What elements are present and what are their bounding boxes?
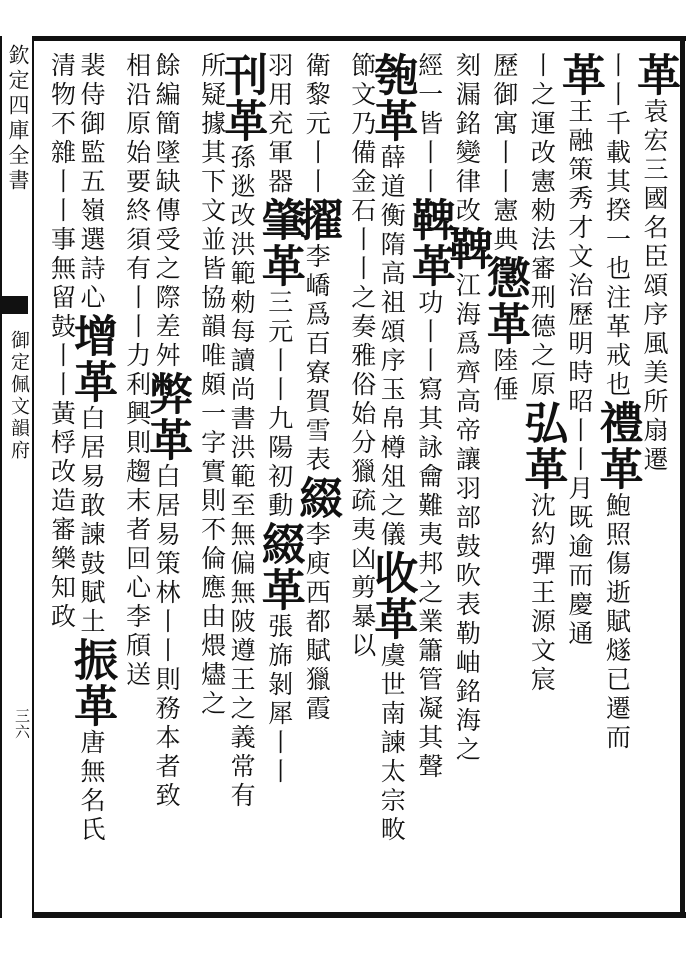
entry-text: 審樂知政 (47, 516, 77, 632)
headword: 革 (553, 52, 605, 98)
headword: 肇革 (253, 197, 305, 289)
entry-text: 丨之運改憲勑法審刑德之原 (527, 52, 557, 400)
entry-text: 薛道衡隋高祖頌序玉帛樽俎之儀 (377, 144, 407, 550)
text-column (115, 52, 151, 912)
text-column (628, 52, 680, 912)
margin-outer-line (0, 36, 2, 918)
headword: 懲革 (478, 255, 530, 347)
headword: 綴革 (253, 521, 305, 613)
entry-text: 相沿原始要終須有丨丨 (122, 52, 152, 342)
entry-text: 江海爲齊高帝讓羽部鼓吹表勒岫銘海之 (452, 272, 482, 765)
headword: 綴 (291, 475, 343, 521)
entry-text: 節文乃備金石丨丨之奏雅俗始分 (347, 52, 377, 458)
headword: 鞞革 (403, 197, 455, 289)
text-column (216, 52, 268, 912)
headword: 弘革 (516, 400, 568, 492)
entry-text: 白居易策林丨丨則務本者致 (152, 463, 182, 811)
text-column (441, 52, 493, 912)
text-column (141, 52, 193, 912)
entry-text: 獵疏夷凶剪暴以 (347, 458, 377, 661)
headword: 禮革 (591, 400, 643, 492)
entry-text: 歷御寓丨丨憲典 (489, 52, 519, 255)
entry-text: 鼓丨丨黃桴改造 (47, 313, 77, 516)
entry-text: 餘編簡墜缺傳受之際差舛 (152, 52, 182, 371)
entry-text: 袁宏三國名臣頌序風美所扇 (639, 98, 669, 446)
text-column (40, 52, 76, 912)
text-column (66, 52, 118, 912)
text-column (253, 52, 305, 912)
entry-text: 功丨丨寫其詠龠難夷邦之業簫管凝其聲 (414, 289, 444, 782)
headword: 弊革 (141, 371, 193, 463)
text-column (403, 52, 455, 912)
entry-text: 羽用充軍器 (264, 52, 294, 197)
headword: 振革 (66, 637, 118, 729)
entry-text: 三元丨丨九陽初動 (264, 289, 294, 521)
entry-text: 李庾西都賦獵霞 (302, 521, 332, 724)
entry-text: 所疑據其下文並皆協韻唯頗一字實則不倫應由煨燼之 (197, 52, 227, 719)
margin-collection-title: 御定佩文韻府 (8, 330, 30, 462)
text-column (516, 52, 568, 912)
entry-text: 唐無名氏 (77, 729, 107, 845)
entry-text: 清物不雜丨丨事無留 (47, 52, 77, 313)
entry-text: 刻漏銘變律改 (452, 52, 482, 226)
entry-text: 衛黎元丨丨 (302, 52, 332, 197)
margin-divider-line (32, 36, 34, 918)
headword: 收革 (366, 550, 418, 642)
right-border (680, 36, 685, 918)
entry-text: 李嶠爲百寮賀雪表 (302, 243, 332, 475)
headword: 刊革 (216, 52, 268, 144)
entry-text: 遷 (639, 446, 669, 475)
entry-text: 虞世南諫太宗畋 (377, 642, 407, 845)
margin-book-title: 欽定四庫全書 (6, 44, 30, 194)
text-column (291, 52, 343, 912)
entry-text: 王融策秀才文治歷明時昭丨 (564, 98, 594, 446)
text-column (553, 52, 605, 912)
text-column (366, 52, 418, 912)
top-border (32, 36, 686, 41)
text-column (340, 52, 376, 912)
entry-text: 陸倕 (489, 347, 519, 405)
folio-number: 三六 (13, 708, 31, 740)
entry-text: 沈約彈王源文宸 (527, 492, 557, 695)
entry-text: 力利興則趨末者回心李頎送 (122, 342, 152, 690)
entry-text: 裴侍御監五嶺選詩心 (77, 52, 107, 313)
text-column (190, 52, 226, 912)
text-column (478, 52, 530, 912)
entry-text: 孫逖改洪範勑每讀尚書洪範至無偏無陂遵王之義常有 (227, 144, 257, 811)
entry-text: 丨丨千載其揆一也注革戒也 (602, 52, 632, 400)
headword: 增革 (66, 313, 118, 405)
entry-text: 經一皆丨丨 (414, 52, 444, 197)
margin-fishtail-mark (2, 296, 28, 314)
entry-text: 鮑照傷逝賦燧已遷而 (602, 492, 632, 753)
headword: 擢 (291, 197, 343, 243)
headword: 鞞 (441, 226, 493, 272)
bottom-border (32, 912, 686, 918)
entry-text: 張旆剝犀丨丨 (264, 613, 294, 787)
entry-text: 白居易敢諫鼓賦土 (77, 405, 107, 637)
headword: 匏革 (366, 52, 418, 144)
headword: 革 (628, 52, 680, 98)
text-column (591, 52, 643, 912)
entry-text: 丨月既逾而慶通 (564, 446, 594, 649)
